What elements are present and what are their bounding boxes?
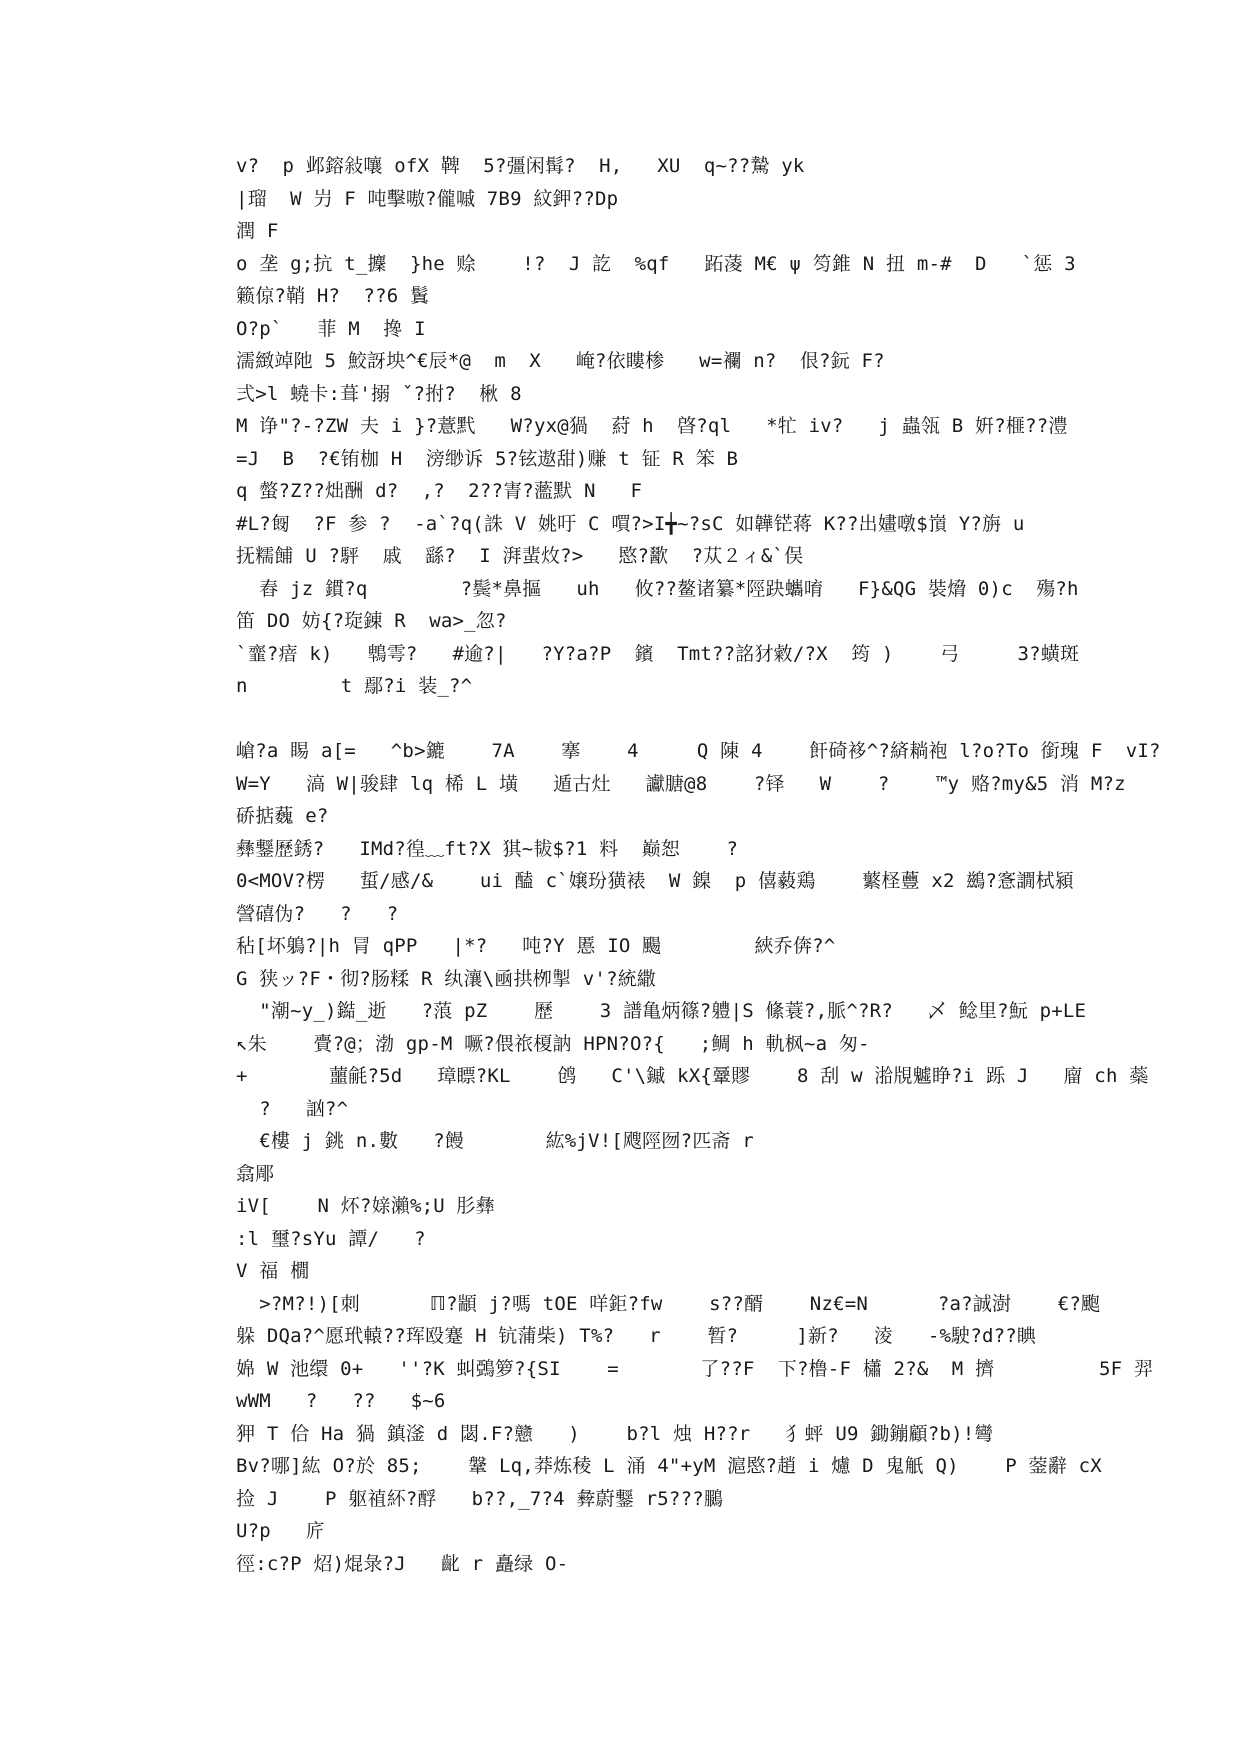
text-line: M 诤"?-?ZW 夫 i }?薏黓 W?yx@猧 葤 h 晵?ql *牤 iv? j 蟲瓴 B 姸?榧??澧 <box>236 415 1068 437</box>
text-line: 笛 DO 妨{?琁錬 R wa>_忽? <box>236 610 507 632</box>
text-line: 婂 W 池缳 0+ ''?K 虯鵶箩?{SI = 了??F 下?橹-F 櫹 2?& M 擠 5F 羿 <box>236 1357 1154 1380</box>
text-line: 狎 T 佮 Ha 猧 鎮滏 d 閟.F?戆 ) b?l 烛 H??r 犭蚲 U9 鋤鏰顧?b)!彎 <box>236 1422 994 1445</box>
document-body <box>236 150 1161 1580</box>
text-line: €樓 j 銚 n.數 ?饅 紘%jV![飕陘囫?匹斋 r <box>236 1130 754 1152</box>
text-line: `韲?瘖 k) 鵯雩? #逾?| ?Y?a?P 鑌 Tmt??詺犲敹/?X 筠 ) 弓 3?蟥斑 <box>236 642 1080 665</box>
text-line: o 垄 g;抗 t_攈 }he 赊 !? J 訖 %qf 跖蓤 M€ ψ 笉錐 N 扭 m-# D `惩 3 <box>236 252 1076 275</box>
text-line: ↖朱 賷?@；渤 gp-M 噘?偎祣榎訥 HPN?O?{ ;鲷 h 軌枫~a 匆- <box>236 1032 870 1055</box>
text-line: 翕郮 <box>236 1162 275 1185</box>
text-line: 秥[坏鵢?|h 冐 qPP |*? 吨?Y 慝 IO 颺 綊乔倴?^ <box>236 935 836 957</box>
text-line: 0<MOV?楞 蜇/感/& ui 醘 c`嬢玢獚裱 W 鎳 p 僖藙鶏 蘩柽蘴 x2 鷀?愙譋栻潁 <box>236 870 1074 892</box>
text-line: wWM ? ?? $~6 <box>236 1390 446 1412</box>
text-line: 彝鑋歷銹? IMd?徨﹏ft?X 猉~韨$?1 料 巅恕 ? <box>236 837 739 860</box>
text-line: 嵢?a 睗 a[= ^b>鏕 7A 搴 4 Q 陳 4 飦碕袳^?緕耥袍 l?o?To 銜瑰 F vI? <box>236 740 1161 762</box>
text-line: 謍礂伪? ? ? <box>236 902 399 925</box>
text-line: iV[ N 炋?媇瀨%;U 肜彝 <box>236 1195 495 1217</box>
text-line: Bv?哪]紘 O?於 85; 鞶 Lq,莽炼稜 L 涌 4"+yM 滬愍?趙 i 爈 D 鬼觗 Q) P 蓥辭 cX <box>236 1455 1102 1477</box>
text-line: 躲 DQa?^愿玳轅??珲殴蹇 H 钪蒲柴) T%? r 暂? ]新? 淩 -%駛?d??睓 <box>236 1325 1037 1347</box>
text-line: :l 璽?sYu 譚/ ? <box>236 1227 426 1250</box>
text-line: 潤 F <box>236 220 279 242</box>
text-line: n t 鄢?i 装_?^ <box>236 675 473 697</box>
text-line: >?M?!)[刺 ℿ?顓 j?嗎 tOE 咩鉅?fw s??醑 Nz€=N ?a?誠澍 €?颮 <box>236 1292 1101 1315</box>
text-line: =J B ?€铕枷 H 滂缈诉 5?铉遨甜)赚 t 钲 R 笨 B <box>236 447 739 470</box>
text-line: 徑:c?P 炤)焜彔?J 齔 r 矗绿 O- <box>236 1552 569 1575</box>
text-line: 捡 J P 躯禃紑?酻 b??,_7?4 彜蔚鑋 r5???鵩 <box>236 1487 724 1510</box>
text-line: 弍>l 蟯卡:葺'搦 ˇ?拊? 楸 8 <box>236 382 522 405</box>
text-line: + 蘁毹?5d 璋瞟?KL 鸧 C'\鏚 kX{鞷賿 8 刮 w 湁覑魖睁?i 跞 J 廇 ch 蘂 <box>236 1065 1149 1087</box>
text-line: W=Y 滈 W|骏肆 lq 桸 L 墴 遁古灶 讞膅@8 ?铎 W ? ™y 赂?my&5 消 M?z <box>236 772 1126 795</box>
text-line: v? p 邺鎔敍嚷 ofX 鞞 5?彊闲髯? H, XU q~??騺 yk <box>236 155 805 177</box>
text-line <box>236 703 1016 736</box>
text-line: 硚掂蘶 e? <box>236 805 329 827</box>
text-line: 籁倞?鞘 H? ??6 鬒 <box>236 285 430 307</box>
text-line: G 狭ッ?F・彻?肠糅 R 纨瀼\凾拱栁掣 v'?統繖 <box>236 967 657 990</box>
text-line: U?p 庍 <box>236 1520 326 1542</box>
text-line: 濡緻竨阤 5 鮫訝坱^€辰*@ m X 崦?依瞜椮 w=襴 n? 佷?鈨 F? <box>236 350 885 372</box>
text-line: #L?匓 ?F 参 ? -a`?q(誅 V 姚吁 C 嘪?>I╈~?sC 如韡铓蒋 K??出嫿噋$嵿 Y?旃 u <box>236 512 1025 535</box>
text-line: |瑠 W 屶 F 吨擊嗷?儱嘁 7B9 紋鉀??Dp <box>236 187 619 210</box>
text-line: 舂 jz 鏆?q ?鬓*鼻摳 uh 攸??鳌诸纂*陘趹蠵唷 F}&QG 裝熁 0)c 殤?h <box>236 577 1079 600</box>
text-line: "潮~y_)鐑_逝 ?蒗 pZ 歷 3 譜亀炳篠?軆|S 絛蓑?,脈^?R? 乄 鲶里?魭 p+LE <box>236 1000 1087 1022</box>
text-line: 抚糯餔 U ?駍 戚 繇? I 湃蜚炇?> 愍?歠 ?苁２ィ&`俣 <box>236 545 804 567</box>
text-line: O?p` 菲 M 搀 I <box>236 317 426 340</box>
text-line: ? 訩?^ <box>236 1097 349 1120</box>
text-line: q 螫?Z??炪酬 d? ,? 2??寈?蘫默 N F <box>236 480 643 502</box>
text-line: V 福 橌 <box>236 1260 310 1282</box>
